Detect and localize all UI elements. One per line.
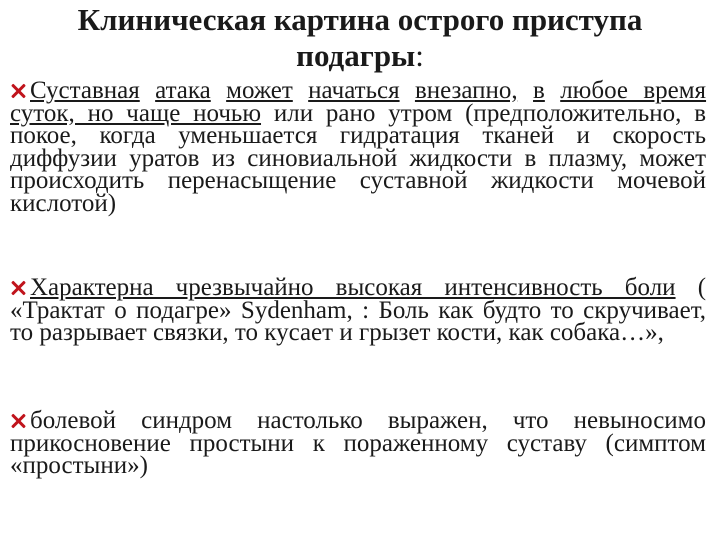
- red-x-cross-icon: [10, 413, 26, 429]
- bullet-1-text-1: или рано утром: [273, 99, 453, 127]
- bullet-1-underlined-7: любое время суток, но чаще ночью: [10, 77, 707, 127]
- bullet-1-underlined-5: внезапно,: [414, 77, 518, 104]
- slide-title: [20, 2, 700, 74]
- bullet-1-underlined-1: Суставная: [30, 77, 140, 104]
- bullet-3-text: болевой синдром настолько выражен, что невыносимо прикосновение простыни к пораженному суставу (симптом «простыни»): [10, 407, 706, 479]
- title-colon: :: [415, 38, 424, 73]
- red-x-cross-icon: [10, 83, 26, 99]
- bullet-1-underlined-6: в: [533, 77, 545, 104]
- bullet-1-text-2: (предположительно, в покое, когда уменьшается гидратация тканей и скорость диффузии уратов из синовиальной жидкости в плазму, может происходить перенасыщение суставной жидкости мочевой кислотой): [10, 99, 707, 217]
- bullet-1-underlined-4: начаться: [308, 77, 400, 104]
- title-text: Клиническая картина острого приступа подагры: [77, 2, 643, 73]
- bullet-1-underlined-2: атака: [155, 77, 211, 104]
- bullet-item-sheet-symptom: [10, 407, 706, 479]
- bullet-item-pain-intensity: [10, 274, 707, 346]
- bullet-2-underlined: Характерна чрезвычайно высокая интенсивность боли: [30, 274, 676, 301]
- red-x-cross-icon: [10, 280, 26, 296]
- bullet-2-text: ( «Трактат о подагре» Sydenham, : Боль как будто то скручивает, то разрывает связки, то кусает и грызет кости, как собака…»,: [10, 274, 707, 346]
- bullet-1-underlined-3: может: [226, 77, 293, 104]
- bullet-item-attack-onset: [10, 77, 707, 217]
